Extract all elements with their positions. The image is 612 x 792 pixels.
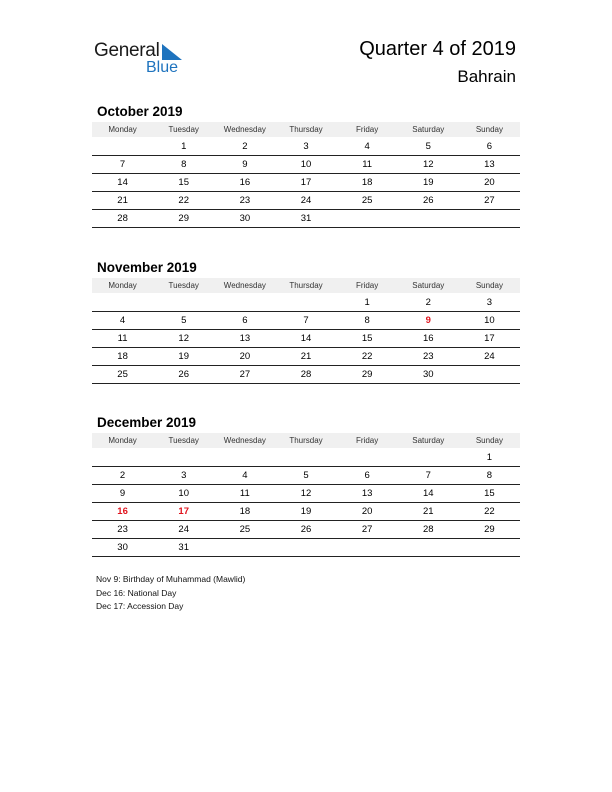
day-cell [459,210,520,228]
day-cell [275,539,336,557]
day-cell: 19 [398,174,459,192]
day-cell: 8 [153,156,214,174]
day-cell [337,539,398,557]
day-cell: 25 [214,521,275,539]
day-cell: 17 [275,174,336,192]
calendar-table [92,122,520,228]
day-cell: 4 [214,467,275,485]
day-cell: 31 [153,539,214,557]
day-cell: 26 [398,192,459,210]
day-cell: 20 [214,348,275,366]
day-cell: 25 [337,192,398,210]
day-cell: 24 [153,521,214,539]
day-cell: 5 [153,312,214,330]
day-cell: 28 [92,210,153,228]
day-cell [153,448,214,467]
holiday-note: Dec 16: National Day [96,587,177,598]
month-december [92,413,520,557]
day-cell: 7 [92,156,153,174]
day-cell: 12 [275,485,336,503]
day-cell: 29 [459,521,520,539]
day-cell: 27 [459,192,520,210]
logo-text-general: General [94,40,160,61]
day-cell: 17 [459,330,520,348]
day-cell: 30 [92,539,153,557]
week-row [92,330,520,348]
country-name: Bahrain [457,67,516,86]
week-row [92,485,520,503]
day-cell: 8 [459,467,520,485]
day-cell [153,293,214,312]
day-cell [337,448,398,467]
day-cell: 31 [275,210,336,228]
day-cell: 21 [398,503,459,521]
day-cell [214,448,275,467]
day-cell: 5 [398,137,459,156]
holiday-day-cell: 16 [92,503,153,521]
day-cell: 24 [275,192,336,210]
week-row [92,348,520,366]
day-cell: 16 [398,330,459,348]
weekday-header: Thursday [275,278,336,293]
day-cell: 23 [92,521,153,539]
day-cell: 13 [337,485,398,503]
weekday-header: Friday [337,433,398,448]
day-cell: 29 [153,210,214,228]
day-cell: 9 [214,156,275,174]
weekday-header: Wednesday [214,278,275,293]
weekday-header: Friday [337,122,398,137]
weekday-header: Wednesday [214,122,275,137]
week-row [92,521,520,539]
weekday-header: Sunday [459,122,520,137]
day-cell: 20 [337,503,398,521]
week-row [92,312,520,330]
day-cell: 13 [214,330,275,348]
day-cell: 1 [153,137,214,156]
day-cell: 11 [92,330,153,348]
day-cell: 10 [459,312,520,330]
day-cell: 22 [337,348,398,366]
month-title: December 2019 [97,415,197,430]
logo-text-blue: Blue [146,59,179,76]
month-november [92,258,520,384]
day-cell [275,448,336,467]
day-cell: 12 [153,330,214,348]
week-row [92,503,520,521]
day-cell: 22 [153,192,214,210]
day-cell: 27 [337,521,398,539]
weekday-header-row [92,433,520,448]
day-cell: 3 [459,293,520,312]
day-cell: 6 [337,467,398,485]
week-row [92,467,520,485]
day-cell [337,210,398,228]
weekday-header: Saturday [398,278,459,293]
day-cell: 21 [275,348,336,366]
weekday-header: Friday [337,278,398,293]
day-cell: 2 [214,137,275,156]
day-cell: 23 [214,192,275,210]
day-cell: 23 [398,348,459,366]
day-cell: 15 [153,174,214,192]
day-cell: 27 [214,366,275,384]
week-row [92,137,520,156]
day-cell [459,366,520,384]
week-row [92,174,520,192]
holiday-notes [96,573,245,614]
day-cell: 4 [92,312,153,330]
day-cell: 28 [398,521,459,539]
holiday-note: Dec 17: Accession Day [96,601,184,611]
weekday-header: Tuesday [153,278,214,293]
day-cell: 7 [398,467,459,485]
weekday-header: Monday [92,278,153,293]
day-cell: 26 [153,366,214,384]
holiday-day-cell: 17 [153,503,214,521]
day-cell: 6 [214,312,275,330]
day-cell: 20 [459,174,520,192]
day-cell: 29 [337,366,398,384]
brand-logo [94,40,194,80]
day-cell: 19 [153,348,214,366]
day-cell: 22 [459,503,520,521]
day-cell: 6 [459,137,520,156]
day-cell: 15 [459,485,520,503]
day-cell: 3 [275,137,336,156]
day-cell: 18 [92,348,153,366]
day-cell [398,539,459,557]
weekday-header: Sunday [459,278,520,293]
holiday-day-cell: 9 [398,312,459,330]
week-row [92,156,520,174]
day-cell [92,137,153,156]
weekday-header: Monday [92,433,153,448]
day-cell: 11 [214,485,275,503]
day-cell [398,448,459,467]
day-cell: 25 [92,366,153,384]
week-row [92,293,520,312]
day-cell: 14 [398,485,459,503]
day-cell: 2 [92,467,153,485]
day-cell [92,293,153,312]
day-cell [214,293,275,312]
day-cell: 10 [153,485,214,503]
month-title: November 2019 [97,260,197,275]
weekday-header-row [92,278,520,293]
day-cell: 24 [459,348,520,366]
week-row [92,539,520,557]
day-cell [214,539,275,557]
day-cell: 1 [459,448,520,467]
day-cell: 9 [92,485,153,503]
month-october [92,102,520,228]
weekday-header: Monday [92,122,153,137]
day-cell: 16 [214,174,275,192]
weekday-header: Tuesday [153,122,214,137]
holiday-note: Nov 9: Birthday of Muhammad (Mawlid) [96,574,246,584]
day-cell: 10 [275,156,336,174]
day-cell: 13 [459,156,520,174]
day-cell [398,210,459,228]
day-cell: 30 [214,210,275,228]
day-cell: 11 [337,156,398,174]
weekday-header: Thursday [275,122,336,137]
day-cell [275,293,336,312]
day-cell: 8 [337,312,398,330]
day-cell: 5 [275,467,336,485]
day-cell: 4 [337,137,398,156]
weekday-header: Saturday [398,433,459,448]
week-row [92,448,520,467]
day-cell: 7 [275,312,336,330]
weekday-header: Tuesday [153,433,214,448]
day-cell: 15 [337,330,398,348]
day-cell: 3 [153,467,214,485]
day-cell: 30 [398,366,459,384]
day-cell [459,539,520,557]
day-cell: 1 [337,293,398,312]
day-cell: 2 [398,293,459,312]
weekday-header-row [92,122,520,137]
calendar-table [92,278,520,384]
weekday-header: Thursday [275,433,336,448]
week-row [92,192,520,210]
day-cell: 14 [275,330,336,348]
page-title: Quarter 4 of 2019 [359,38,516,60]
day-cell: 18 [337,174,398,192]
day-cell: 26 [275,521,336,539]
week-row [92,210,520,228]
day-cell: 14 [92,174,153,192]
day-cell: 28 [275,366,336,384]
month-title: October 2019 [97,104,183,119]
day-cell: 12 [398,156,459,174]
day-cell: 18 [214,503,275,521]
day-cell: 19 [275,503,336,521]
day-cell [92,448,153,467]
calendar-table [92,433,520,557]
weekday-header: Saturday [398,122,459,137]
week-row [92,366,520,384]
weekday-header: Sunday [459,433,520,448]
weekday-header: Wednesday [214,433,275,448]
day-cell: 21 [92,192,153,210]
